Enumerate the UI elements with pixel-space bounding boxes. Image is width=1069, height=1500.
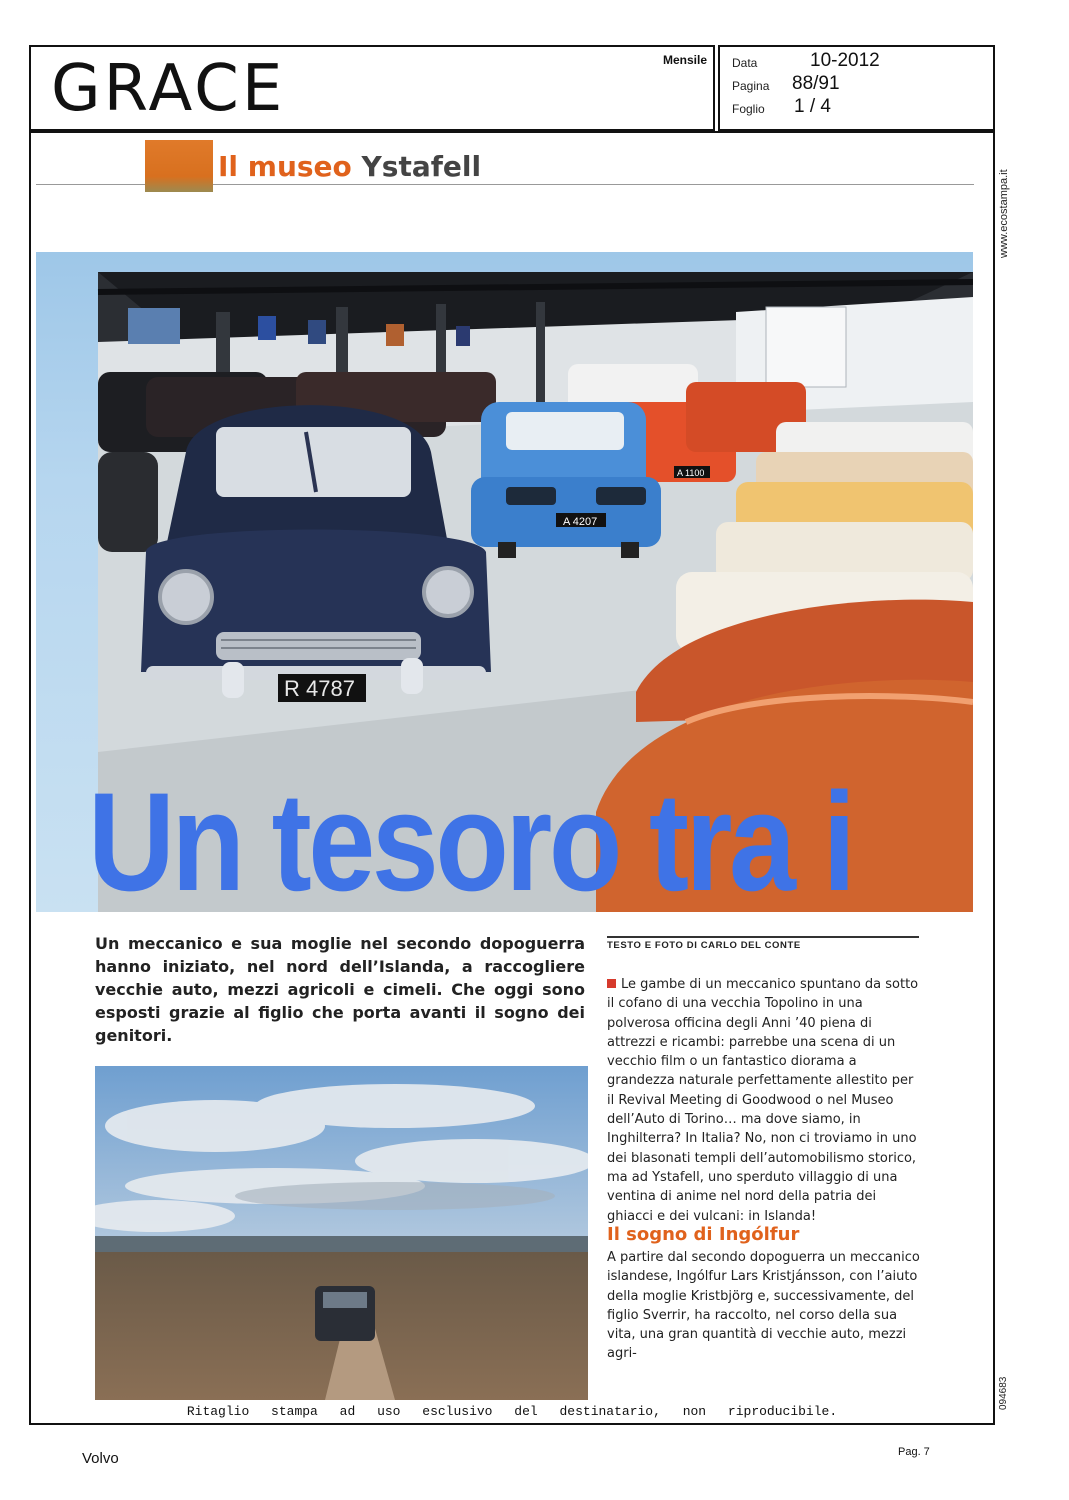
- website-vertical: www.ecostampa.it: [998, 169, 1010, 258]
- section-title: [218, 150, 481, 183]
- data-label: Data: [732, 56, 758, 70]
- iceland-road-illustration: [95, 1066, 588, 1400]
- body-paragraph-1-text: Le gambe di un meccanico spuntano da sotto il cofano di una vecchia Topolino in una polverosa officina degli Anni ’40 piena di attrezzi e ricambi: parrebbe una scena di un vecchio film o un fantastico diorama a grandezza naturale perfettamente allestito per il Revival Meeting di Goodwood o nel Museo dell’Auto di Torino… ma dove siamo, in Inghilterra? In Italia? No, non ci troviamo in uno dei blasonati templi dell’automobilismo storico, ma ad Ystafell, uno sperduto villaggio di una ventina di anime nel nord della patria dei ghiacci e dei vulcani: in Islanda!: [607, 977, 919, 1224]
- section-title-part2: Ystafell: [361, 150, 482, 183]
- frequency-label: Mensile: [662, 53, 707, 67]
- landscape-photo: [95, 1066, 588, 1400]
- brand-label: Volvo: [82, 1450, 119, 1467]
- magazine-logo: GRACE: [51, 52, 286, 126]
- masthead-title-box: [29, 45, 715, 131]
- pagina-label: Pagina: [732, 79, 770, 93]
- clipping-code: 094683: [998, 1376, 1009, 1410]
- subheading: Il sogno di Ingólfur: [607, 1224, 800, 1245]
- plate-blue-car: A 4207: [563, 516, 598, 528]
- data-value: 10-2012: [810, 50, 880, 71]
- foglio-label: Foglio: [732, 102, 765, 116]
- pagina-value: 88/91: [792, 73, 840, 94]
- section-color-block: [145, 140, 213, 192]
- reproduction-notice: Ritaglio stampa ad uso esclusivo del destinatario, non riproducibile.: [186, 1404, 838, 1419]
- byline: TESTO E FOTO DI CARLO DEL CONTE: [607, 940, 801, 951]
- plate-orange-car: A 1100: [677, 468, 705, 478]
- foglio-value: 1 / 4: [794, 96, 831, 117]
- paragraph-bullet: [607, 979, 616, 988]
- section-title-part1: Il museo: [218, 150, 352, 183]
- body-paragraph-2: A partire dal secondo dopoguerra un meccanico islandese, Ingólfur Lars Kristjánsson, con l’aiuto della moglie Kristbjörg e, successivamente, del figlio Sverrir, ha raccolto, nel corso della sua vita, una gran quantità di vecchie auto, mezzi agri-: [607, 1250, 920, 1362]
- page-number: Pag. 7: [898, 1446, 930, 1458]
- headline: Un tesoro tra i: [88, 763, 853, 912]
- hero-photo: [36, 252, 973, 912]
- masthead-meta-box: [718, 45, 995, 131]
- body-paragraph-1: [607, 975, 921, 1226]
- masthead: [29, 45, 993, 129]
- plate-front-car: R 4787: [284, 676, 355, 701]
- byline-rule: [607, 936, 919, 938]
- lead-paragraph: Un meccanico e sua moglie nel secondo dopoguerra hanno iniziato, nel nord dell’Islanda, a raccogliere vecchie auto, mezzi agricoli e cimeli. Che oggi sono esposti grazie al figlio che porta avanti il sogno dei genitori.: [95, 934, 585, 1045]
